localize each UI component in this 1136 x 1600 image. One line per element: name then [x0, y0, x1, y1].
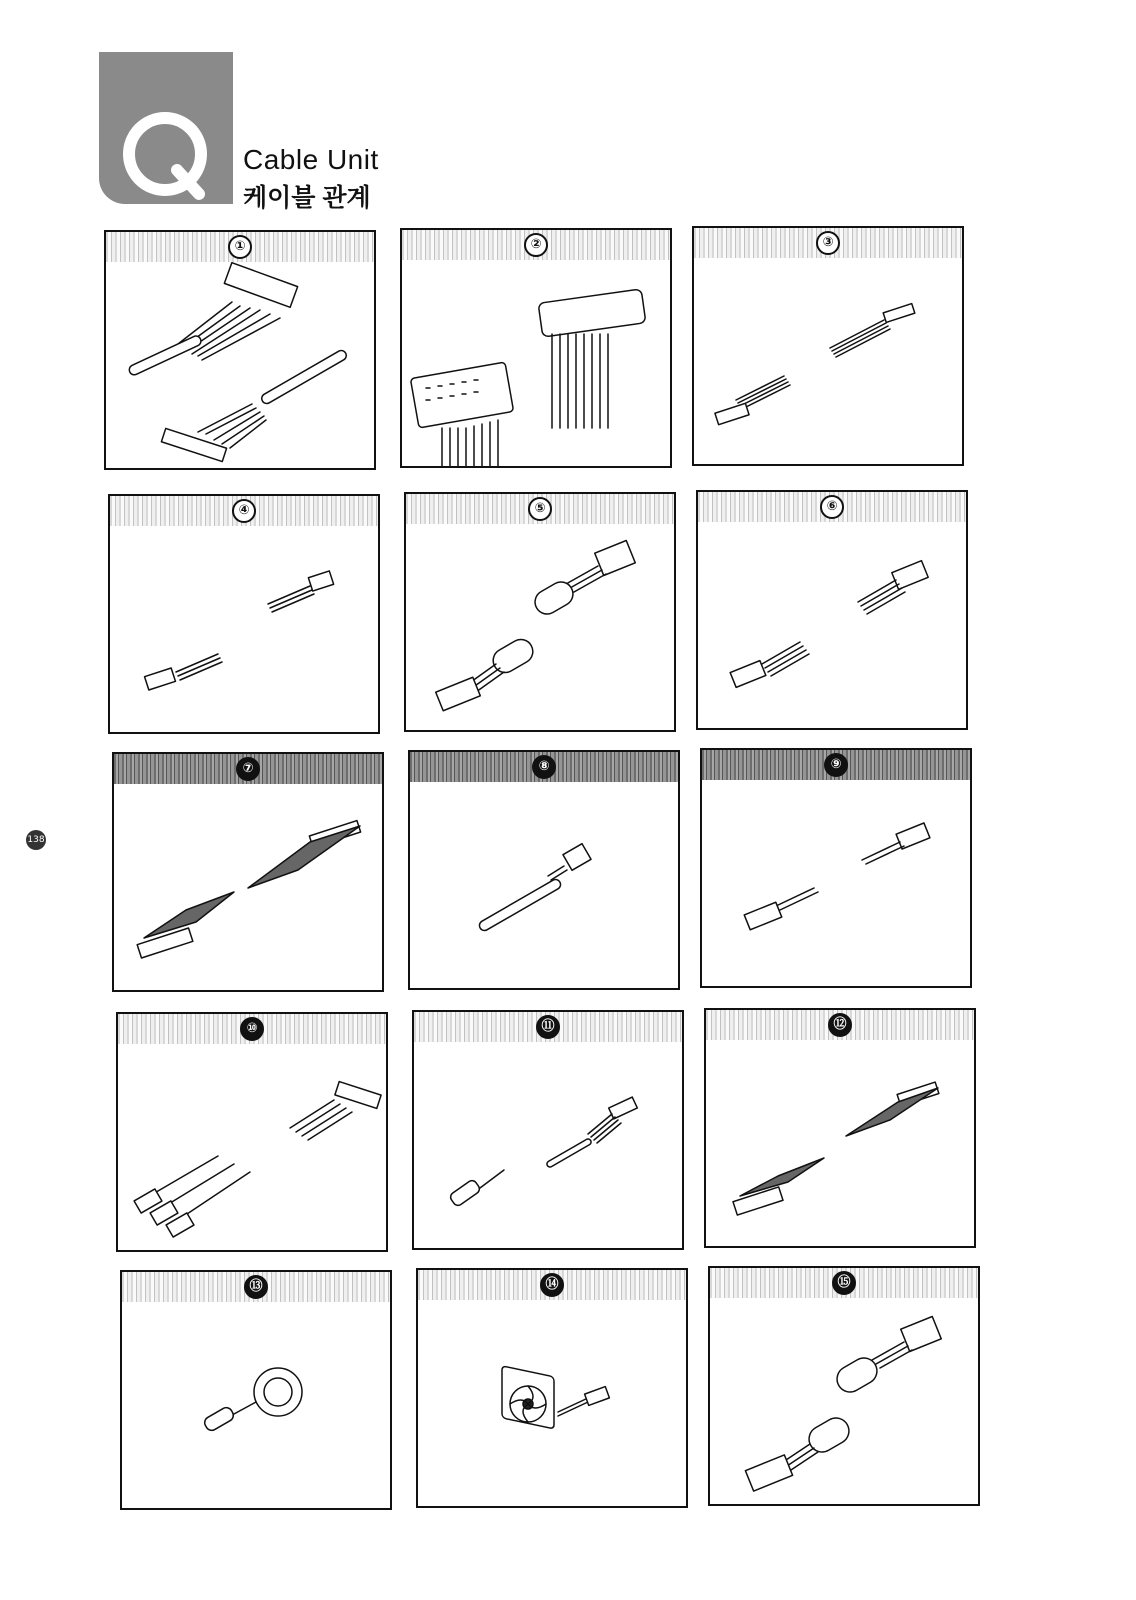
cable-panel-8: [408, 750, 680, 990]
cable-panel-3: [692, 226, 964, 466]
section-letter-q-icon: [99, 52, 233, 204]
panel-number: ③: [816, 231, 840, 255]
cable-panel-15: [708, 1266, 980, 1506]
cable-panel-14: [416, 1268, 688, 1508]
panel-number: ⑧: [532, 755, 556, 779]
two-wire-harness-icon: [702, 780, 970, 986]
panel-number: ⑫: [828, 1013, 852, 1037]
panel-number: ⑮: [832, 1271, 856, 1295]
cable-panel-13: [120, 1270, 392, 1510]
cooling-fan-icon: [418, 1300, 686, 1506]
panel-number: ⑪: [536, 1015, 560, 1039]
flat-ribbon-cable-icon: [706, 1040, 974, 1246]
flat-cable-block-connectors-icon: [402, 260, 670, 466]
cable-panel-11: [412, 1010, 684, 1250]
cable-with-ferrite-core-icon: [710, 1298, 978, 1504]
cable-panel-9: [700, 748, 972, 988]
panel-number: ⑦: [236, 757, 260, 781]
page-title-english: Cable Unit: [243, 144, 379, 175]
four-wire-harness-icon: [698, 522, 966, 728]
cable-panel-6: [696, 490, 968, 730]
cable-panel-5: [404, 492, 676, 732]
section-tab: [99, 52, 233, 204]
panel-number: ①: [228, 235, 252, 259]
panel-number: ⑤: [528, 497, 552, 521]
single-sheathed-cable-icon: [410, 782, 678, 988]
cable-panel-12: [704, 1008, 976, 1248]
panel-number: ⑥: [820, 495, 844, 519]
cable-panel-4: [108, 494, 380, 734]
panel-number: ⑭: [540, 1273, 564, 1297]
cable-panel-2: [400, 228, 672, 468]
cable-panel-1: [104, 230, 376, 470]
panel-number: ②: [524, 233, 548, 257]
panel-number: ⑩: [240, 1017, 264, 1041]
cable-panel-7: [112, 752, 384, 992]
panel-number: ④: [232, 499, 256, 523]
wide-ribbon-cable-icon: [114, 784, 382, 990]
split-wire-harness-icon: [118, 1044, 386, 1250]
small-wire-harness-icon: [110, 526, 378, 732]
panel-number: ⑨: [824, 753, 848, 777]
cable-with-ferrite-core-icon: [406, 524, 674, 730]
page-title-korean: 케이블 관계: [243, 184, 371, 212]
cable-panel-10: [116, 1012, 388, 1252]
page-number-badge: 138: [26, 830, 46, 850]
ring-terminal-cable-icon: [122, 1302, 390, 1508]
flat-ribbon-cable-icon: [694, 258, 962, 464]
cable-with-plug-icon: [414, 1042, 682, 1248]
ribbon-cable-with-two-connectors-icon: [106, 262, 374, 468]
panel-number: ⑬: [244, 1275, 268, 1299]
